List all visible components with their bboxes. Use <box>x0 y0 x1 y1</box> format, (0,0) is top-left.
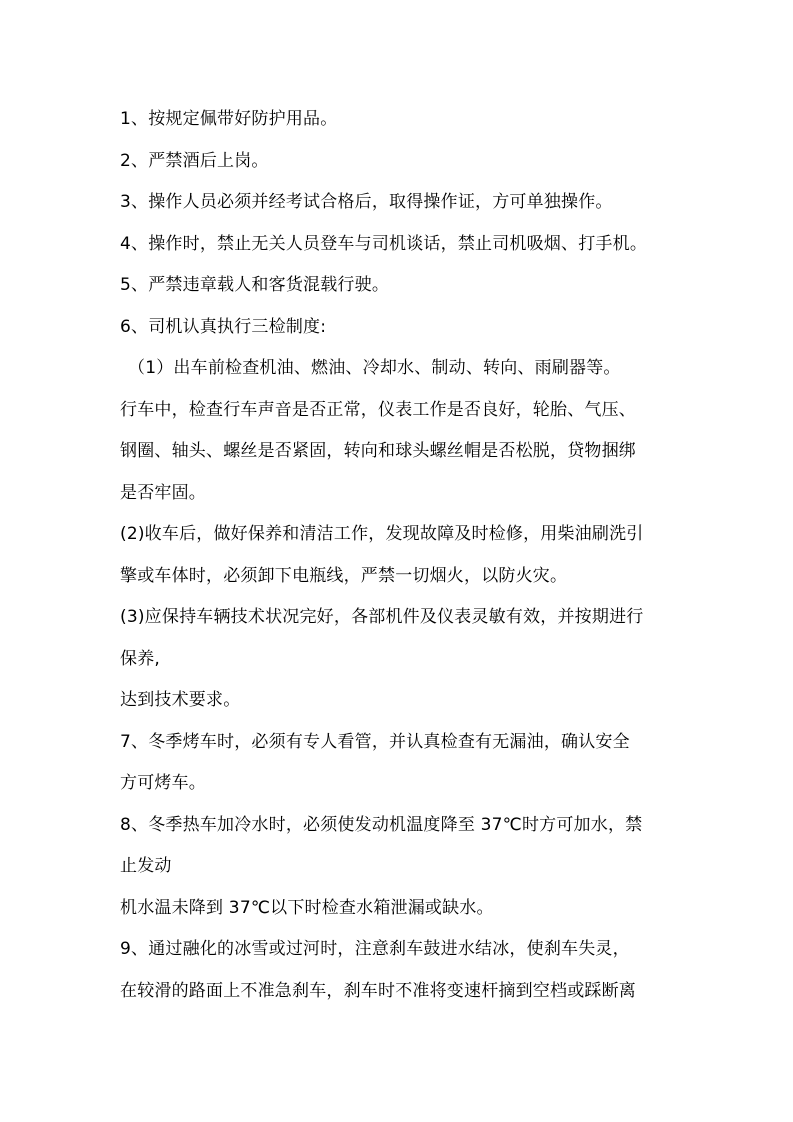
text-line-1: 1、按规定佩带好防护用品。 <box>120 109 338 129</box>
text-line-4: 4、操作时，禁止无关人员登车与司机谈话，禁止司机吸烟、打手机。 <box>120 233 648 254</box>
text-line-11: (2)收车后，做好保养和清洁工作，发现故障及时检修，用柴油刷洗引 <box>120 524 644 544</box>
text-line-18: 8、冬季热车加冷水时，必须使发动机温度降至 37℃时方可加水，禁 <box>120 814 643 835</box>
text-line-17: 方可烤车。 <box>120 773 206 793</box>
text-line-19: 止发动 <box>120 856 172 876</box>
text-line-7: （1）出车前检查机油、燃油、冷却水、制动、转向、雨刷器等。 <box>128 358 621 378</box>
text-line-21: 9、通过融化的冰雪或过河时，注意刹车鼓进水结冰，使刹车失灵， <box>120 939 630 959</box>
text-line-8: 行车中，检查行车声音是否正常，仪表工作是否良好，轮胎、气压、 <box>120 399 636 420</box>
text-line-10: 是否牢固。 <box>120 482 206 503</box>
text-line-22: 在较滑的路面上不准急刹车，刹车时不准将变速杆摘到空档或踩断离 <box>120 980 636 1001</box>
text-line-2: 2、严禁酒后上岗。 <box>120 150 269 171</box>
document-body <box>120 99 680 1012</box>
text-line-14: 保养, <box>120 648 161 669</box>
text-line-15: 达到技术要求。 <box>120 690 241 710</box>
text-line-16: 7、冬季烤车时，必须有专人看管，并认真检查有无漏油，确认安全 <box>120 731 630 752</box>
text-line-9: 钢圈、轴头、螺丝是否紧固，转向和球头螺丝帽是否松脱，贷物捆绑 <box>120 441 636 461</box>
text-line-12: 擎或车体时，必须卸下电瓶线，严禁一切烟火，以防火灾。 <box>120 565 568 586</box>
text-line-3: 3、操作人员必须并经考试合格后，取得操作证，方可单独操作。 <box>120 192 613 212</box>
text-line-20: 机水温未降到 37℃以下时检查水箱泄漏或缺水。 <box>120 897 494 918</box>
text-line-5: 5、严禁违章载人和客货混载行驶。 <box>120 275 390 295</box>
text-line-13: (3)应保持车辆技术状况完好，各部机件及仪表灵敏有效，并按期进行 <box>120 607 644 627</box>
text-line-6: 6、司机认真执行三检制度: <box>120 316 327 337</box>
